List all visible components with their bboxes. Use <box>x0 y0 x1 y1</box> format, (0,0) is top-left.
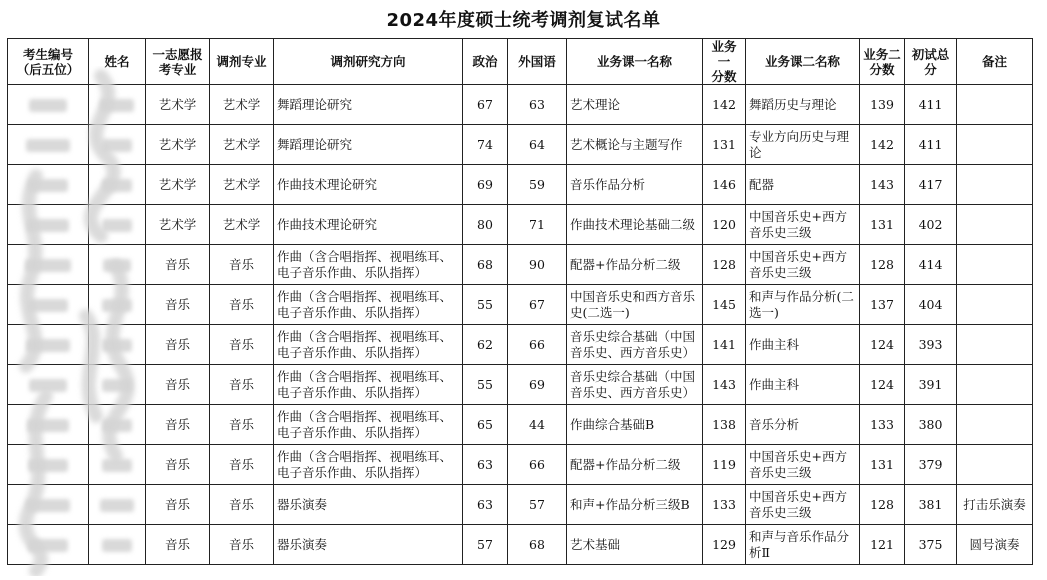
redacted-id <box>26 139 70 152</box>
notes-cell <box>957 85 1033 125</box>
total-score-cell: 375 <box>905 525 957 565</box>
header-total-score: 初试总 分 <box>905 39 957 85</box>
foreign-language-score-cell: 64 <box>508 125 567 165</box>
adjusted-major-cell: 音乐 <box>210 485 274 525</box>
name-cell <box>89 365 146 405</box>
name-cell <box>89 525 146 565</box>
notes-cell <box>957 205 1033 245</box>
notes-cell: 圆号演奏 <box>957 525 1033 565</box>
score-two-cell: 121 <box>860 525 905 565</box>
score-one-cell: 143 <box>703 365 746 405</box>
header-foreign-language: 外国语 <box>508 39 567 85</box>
table-row <box>8 285 1033 325</box>
adjustment-list-table <box>7 38 1033 565</box>
name-cell <box>89 405 146 445</box>
redacted-id <box>29 379 67 392</box>
course-one-cell: 配器+作品分析二级 <box>567 445 703 485</box>
table-row <box>8 365 1033 405</box>
course-one-cell: 音乐史综合基础（中国音乐史、西方音乐史） <box>567 325 703 365</box>
first-major-cell: 音乐 <box>146 445 210 485</box>
politics-score-cell: 55 <box>463 365 508 405</box>
research-direction-cell: 作曲（含合唱指挥、视唱练耳、电子音乐作曲、乐队指挥） <box>274 325 463 365</box>
candidate-id-cell <box>8 205 89 245</box>
header-first-major: 一志愿报 考专业 <box>146 39 210 85</box>
table-row <box>8 245 1033 285</box>
foreign-language-score-cell: 63 <box>508 85 567 125</box>
name-cell <box>89 205 146 245</box>
adjusted-major-cell: 音乐 <box>210 525 274 565</box>
course-two-cell: 作曲主科 <box>746 325 860 365</box>
total-score-cell: 402 <box>905 205 957 245</box>
score-one-cell: 145 <box>703 285 746 325</box>
research-direction-cell: 器乐演奏 <box>274 525 463 565</box>
politics-score-cell: 65 <box>463 405 508 445</box>
score-one-cell: 133 <box>703 485 746 525</box>
score-one-cell: 129 <box>703 525 746 565</box>
research-direction-cell: 作曲（含合唱指挥、视唱练耳、电子音乐作曲、乐队指挥） <box>274 285 463 325</box>
header-adjusted-major: 调剂专业 <box>210 39 274 85</box>
notes-cell <box>957 245 1033 285</box>
adjusted-major-cell: 艺术学 <box>210 85 274 125</box>
redacted-id <box>28 179 68 192</box>
foreign-language-score-cell: 67 <box>508 285 567 325</box>
notes-cell: 打击乐演奏 <box>957 485 1033 525</box>
politics-score-cell: 80 <box>463 205 508 245</box>
total-score-cell: 414 <box>905 245 957 285</box>
score-two-cell: 124 <box>860 325 905 365</box>
redacted-id <box>25 259 71 272</box>
first-major-cell: 音乐 <box>146 485 210 525</box>
score-two-cell: 124 <box>860 365 905 405</box>
first-major-cell: 音乐 <box>146 285 210 325</box>
redacted-name <box>102 179 132 192</box>
research-direction-cell: 作曲（含合唱指挥、视唱练耳、电子音乐作曲、乐队指挥） <box>274 365 463 405</box>
score-two-cell: 128 <box>860 245 905 285</box>
course-two-cell: 舞蹈历史与理论 <box>746 85 860 125</box>
adjusted-major-cell: 艺术学 <box>210 125 274 165</box>
course-two-cell: 音乐分析 <box>746 405 860 445</box>
politics-score-cell: 57 <box>463 525 508 565</box>
research-direction-cell: 舞蹈理论研究 <box>274 85 463 125</box>
score-one-cell: 142 <box>703 85 746 125</box>
research-direction-cell: 器乐演奏 <box>274 485 463 525</box>
foreign-language-score-cell: 66 <box>508 445 567 485</box>
course-one-cell: 艺术理论 <box>567 85 703 125</box>
name-cell <box>89 165 146 205</box>
course-two-cell: 中国音乐史+西方音乐史三级 <box>746 245 860 285</box>
politics-score-cell: 62 <box>463 325 508 365</box>
course-one-cell: 艺术基础 <box>567 525 703 565</box>
redacted-name <box>102 139 132 152</box>
politics-score-cell: 68 <box>463 245 508 285</box>
first-major-cell: 艺术学 <box>146 85 210 125</box>
politics-score-cell: 63 <box>463 445 508 485</box>
foreign-language-score-cell: 66 <box>508 325 567 365</box>
foreign-language-score-cell: 71 <box>508 205 567 245</box>
candidate-id-cell <box>8 165 89 205</box>
first-major-cell: 艺术学 <box>146 125 210 165</box>
first-major-cell: 音乐 <box>146 525 210 565</box>
table-row <box>8 85 1033 125</box>
candidate-id-cell <box>8 85 89 125</box>
adjusted-major-cell: 音乐 <box>210 365 274 405</box>
course-one-cell: 作曲技术理论基础二级 <box>567 205 703 245</box>
course-two-cell: 中国音乐史+西方音乐史三级 <box>746 445 860 485</box>
name-cell <box>89 445 146 485</box>
score-two-cell: 131 <box>860 205 905 245</box>
header-row <box>8 39 1033 85</box>
redacted-id <box>27 219 69 232</box>
politics-score-cell: 69 <box>463 165 508 205</box>
total-score-cell: 393 <box>905 325 957 365</box>
notes-cell <box>957 365 1033 405</box>
foreign-language-score-cell: 69 <box>508 365 567 405</box>
redacted-name <box>102 379 132 392</box>
research-direction-cell: 作曲（含合唱指挥、视唱练耳、电子音乐作曲、乐队指挥） <box>274 245 463 285</box>
candidate-id-cell <box>8 245 89 285</box>
first-major-cell: 音乐 <box>146 245 210 285</box>
header-score-one: 业务一 分数 <box>703 39 746 85</box>
foreign-language-score-cell: 68 <box>508 525 567 565</box>
foreign-language-score-cell: 57 <box>508 485 567 525</box>
first-major-cell: 音乐 <box>146 325 210 365</box>
redacted-name <box>102 539 132 552</box>
name-cell <box>89 485 146 525</box>
redacted-name <box>102 459 132 472</box>
score-one-cell: 138 <box>703 405 746 445</box>
politics-score-cell: 67 <box>463 85 508 125</box>
score-two-cell: 128 <box>860 485 905 525</box>
redacted-id <box>29 99 67 112</box>
notes-cell <box>957 285 1033 325</box>
name-cell <box>89 285 146 325</box>
research-direction-cell: 舞蹈理论研究 <box>274 125 463 165</box>
score-two-cell: 133 <box>860 405 905 445</box>
header-politics: 政治 <box>463 39 508 85</box>
header-candidate-id: 考生编号 （后五位） <box>8 39 89 85</box>
research-direction-cell: 作曲（含合唱指挥、视唱练耳、电子音乐作曲、乐队指挥） <box>274 405 463 445</box>
total-score-cell: 417 <box>905 165 957 205</box>
redacted-name <box>102 219 132 232</box>
score-two-cell: 142 <box>860 125 905 165</box>
redacted-id <box>27 419 69 432</box>
first-major-cell: 音乐 <box>146 365 210 405</box>
course-one-cell: 艺术概论与主题写作 <box>567 125 703 165</box>
politics-score-cell: 63 <box>463 485 508 525</box>
redacted-id <box>28 539 68 552</box>
score-one-cell: 131 <box>703 125 746 165</box>
adjusted-major-cell: 音乐 <box>210 325 274 365</box>
candidate-id-cell <box>8 405 89 445</box>
header-name: 姓名 <box>89 39 146 85</box>
header-course-two: 业务课二名称 <box>746 39 860 85</box>
course-two-cell: 作曲主科 <box>746 365 860 405</box>
redacted-id <box>28 299 68 312</box>
adjusted-major-cell: 音乐 <box>210 245 274 285</box>
foreign-language-score-cell: 44 <box>508 405 567 445</box>
adjusted-major-cell: 艺术学 <box>210 165 274 205</box>
name-cell <box>89 325 146 365</box>
candidate-id-cell <box>8 125 89 165</box>
total-score-cell: 404 <box>905 285 957 325</box>
redacted-name <box>102 419 132 432</box>
redacted-id <box>26 499 70 512</box>
course-two-cell: 和声与作品分析(二选一) <box>746 285 860 325</box>
total-score-cell: 381 <box>905 485 957 525</box>
politics-score-cell: 74 <box>463 125 508 165</box>
first-major-cell: 艺术学 <box>146 205 210 245</box>
course-one-cell: 配器+作品分析二级 <box>567 245 703 285</box>
foreign-language-score-cell: 59 <box>508 165 567 205</box>
header-course-one: 业务课一名称 <box>567 39 703 85</box>
table-row <box>8 125 1033 165</box>
score-one-cell: 146 <box>703 165 746 205</box>
score-one-cell: 120 <box>703 205 746 245</box>
name-cell <box>89 125 146 165</box>
total-score-cell: 379 <box>905 445 957 485</box>
table-row <box>8 445 1033 485</box>
redacted-name <box>103 259 131 272</box>
notes-cell <box>957 405 1033 445</box>
name-cell <box>89 85 146 125</box>
header-notes: 备注 <box>957 39 1033 85</box>
total-score-cell: 411 <box>905 85 957 125</box>
course-two-cell: 中国音乐史+西方音乐史三级 <box>746 205 860 245</box>
total-score-cell: 411 <box>905 125 957 165</box>
table-row <box>8 165 1033 205</box>
notes-cell <box>957 325 1033 365</box>
total-score-cell: 380 <box>905 405 957 445</box>
candidate-id-cell <box>8 525 89 565</box>
research-direction-cell: 作曲（含合唱指挥、视唱练耳、电子音乐作曲、乐队指挥） <box>274 445 463 485</box>
total-score-cell: 391 <box>905 365 957 405</box>
score-one-cell: 128 <box>703 245 746 285</box>
name-cell <box>89 245 146 285</box>
redacted-name <box>100 499 134 512</box>
page-title: 2024年度硕士统考调剂复试名单 <box>386 10 661 31</box>
candidate-id-cell <box>8 325 89 365</box>
redacted-name <box>102 339 132 352</box>
adjusted-major-cell: 音乐 <box>210 405 274 445</box>
redacted-name <box>102 299 132 312</box>
score-two-cell: 137 <box>860 285 905 325</box>
score-two-cell: 143 <box>860 165 905 205</box>
research-direction-cell: 作曲技术理论研究 <box>274 205 463 245</box>
redacted-name <box>100 99 134 112</box>
adjusted-major-cell: 音乐 <box>210 285 274 325</box>
score-one-cell: 141 <box>703 325 746 365</box>
first-major-cell: 音乐 <box>146 405 210 445</box>
header-score-two: 业务二 分数 <box>860 39 905 85</box>
research-direction-cell: 作曲技术理论研究 <box>274 165 463 205</box>
candidate-id-cell <box>8 485 89 525</box>
adjusted-major-cell: 艺术学 <box>210 205 274 245</box>
adjusted-major-cell: 音乐 <box>210 445 274 485</box>
notes-cell <box>957 165 1033 205</box>
foreign-language-score-cell: 90 <box>508 245 567 285</box>
table-row <box>8 205 1033 245</box>
course-one-cell: 作曲综合基础B <box>567 405 703 445</box>
course-one-cell: 中国音乐史和西方音乐史(二选一) <box>567 285 703 325</box>
candidate-id-cell <box>8 365 89 405</box>
candidate-id-cell <box>8 285 89 325</box>
course-two-cell: 和声与音乐作品分析Ⅱ <box>746 525 860 565</box>
course-one-cell: 音乐作品分析 <box>567 165 703 205</box>
table-row <box>8 405 1033 445</box>
table-row <box>8 525 1033 565</box>
header-research-direction: 调剂研究方向 <box>274 39 463 85</box>
candidate-id-cell <box>8 445 89 485</box>
notes-cell <box>957 445 1033 485</box>
score-two-cell: 131 <box>860 445 905 485</box>
course-two-cell: 专业方向历史与理论 <box>746 125 860 165</box>
course-two-cell: 中国音乐史+西方音乐史三级 <box>746 485 860 525</box>
score-two-cell: 139 <box>860 85 905 125</box>
notes-cell <box>957 125 1033 165</box>
course-one-cell: 和声+作品分析三级B <box>567 485 703 525</box>
score-one-cell: 119 <box>703 445 746 485</box>
politics-score-cell: 55 <box>463 285 508 325</box>
redacted-id <box>26 339 70 352</box>
course-two-cell: 配器 <box>746 165 860 205</box>
first-major-cell: 艺术学 <box>146 165 210 205</box>
course-one-cell: 音乐史综合基础（中国音乐史、西方音乐史） <box>567 365 703 405</box>
redacted-id <box>28 459 68 472</box>
table-row <box>8 325 1033 365</box>
table-row <box>8 485 1033 525</box>
